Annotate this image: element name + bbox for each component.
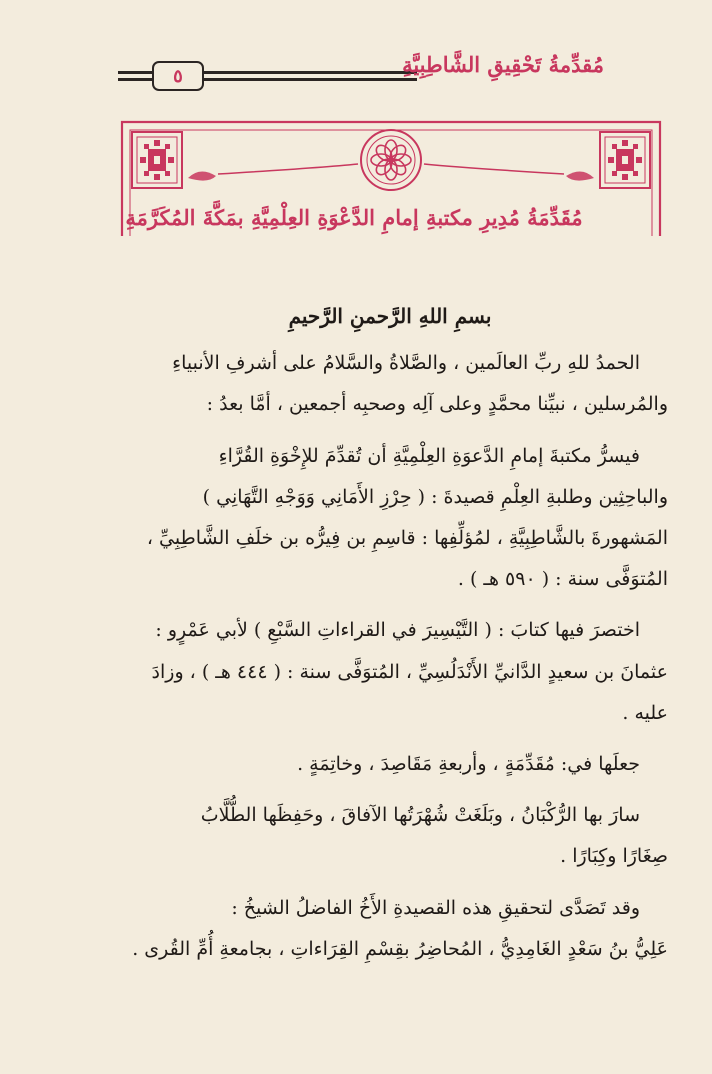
paragraph-line: عثمانَ بن سعيدٍ الدَّانيِّ الأَنْدَلُسِيِّ ، المُتوَفَّى سنة : ( ٤٤٤ هـ ) ، وزادَ (151, 660, 668, 683)
paragraph-line: سارَ بها الرُّكْبَانُ ، وبَلَغَتْ شُهْرَتُها الآفاقَ ، وحَفِظَها الطُّلَّابُ (200, 804, 640, 827)
paragraph-line: اختصرَ فيها كتابَ : ( التَّيْسِيرَ في القراءاتِ السَّبْعِ ) لأبي عَمْرٍو : (155, 619, 640, 642)
chapter-title: مُقَدِّمَةُ مُدِيرِ مكتبةِ إمامِ الدَّعْوَةِ العِلْمِيَّةِ بمَكَّةَ المُكَرَّمَةِ (125, 205, 583, 230)
paragraph-line: والمُرسلين ، نبيِّنا محمَّدٍ وعلى آلِه وصحبِه أجمعين ، أمَّا بعدُ : (206, 393, 668, 416)
header-rule (202, 78, 417, 81)
paragraph-line: عليه . (622, 701, 668, 724)
paragraph-line: وقد تَصَدَّى لتحقيقِ هذه القصيدةِ الأَخُ الفاضلُ الشيخُ : (231, 896, 640, 919)
paragraph-line: المُتوَفَّى سنة : ( ٥٩٠ هـ ) . (457, 568, 668, 591)
paragraph-line: والباحِثِين وطلبةِ العِلْمِ قصيدةَ : ( حِرْزِ الأَمَانِي وَوَجْهِ التَّهَانِي ) (202, 485, 668, 508)
paragraph-line: صِغَارًا وكِبَارًا . (560, 845, 668, 868)
body-text (112, 296, 668, 970)
corner-ornament-left-icon (132, 132, 182, 188)
corner-ornament-right-icon (600, 132, 650, 188)
paragraph-line: الحمدُ للهِ ربِّ العالَمين ، والصَّلاةُ والسَّلامُ على أشرفِ الأنبياءِ (172, 352, 640, 375)
paragraph-line: عَلِيُّ بنُ سَعْدٍ الغَامِدِيُّ ، المُحاضِرُ بقِسْمِ القِرَاءاتِ ، بجامعةِ أُمِّ القُرى . (132, 937, 668, 960)
basmala: بسمِ اللهِ الرَّحمنِ الرَّحيمِ (288, 304, 492, 328)
rosette-ornament-icon (361, 130, 421, 190)
paragraph-line: المَشهورةَ بالشَّاطِبِيَّةِ ، لمُؤلِّفِها : قاسِمِ بن فِيرُّه بن خلَفِ الشَّاطِبِيِّ ، (146, 527, 668, 550)
running-header-title: مُقدِّمةُ تَحْقِيقِ الشَّاطِبِيَّةِ (402, 52, 604, 77)
paragraph-line: فيسرُّ مكتبةَ إمامِ الدَّعوَةِ العِلْمِيَّةِ أن تُقدِّمَ للإِخْوَةِ القُرَّاءِ (218, 444, 640, 467)
paragraph-line: جعلَها في: مُقَدِّمَةٍ ، وأربعةِ مَقَاصِدَ ، وخاتِمَةٍ . (297, 753, 640, 776)
page-number: ٥ (152, 61, 204, 91)
header-rule (202, 71, 417, 74)
